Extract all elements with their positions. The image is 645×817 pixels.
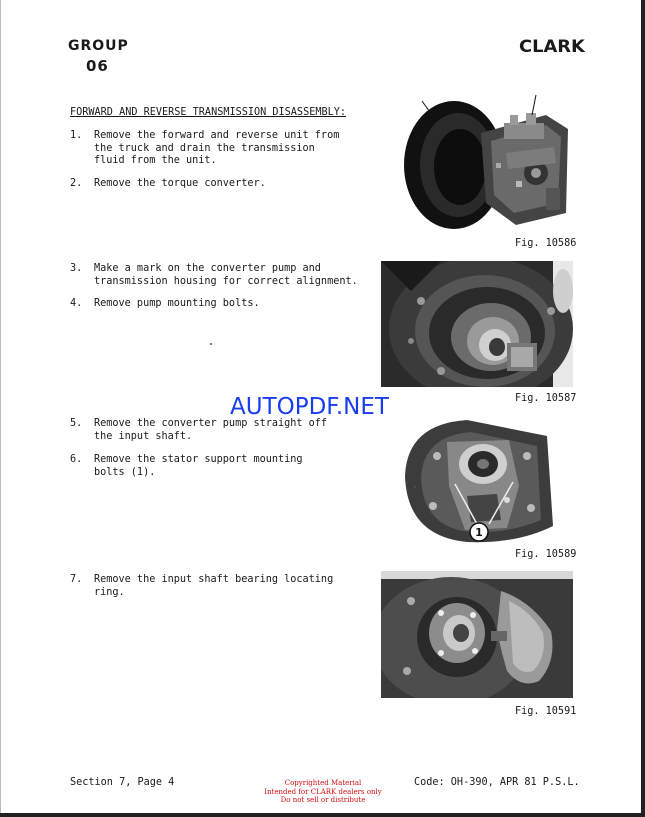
step-text-line: fluid from the unit. [94, 155, 217, 166]
step-number: 4. [70, 298, 83, 309]
step-text-line: bolts (1). [94, 466, 156, 478]
step-text-line: Remove the stator support mounting [94, 454, 303, 465]
figure-caption: Fig. 10586 [515, 238, 577, 249]
section-title: FORWARD AND REVERSE TRANSMISSION DISASSEMBLY: [70, 107, 347, 118]
scan-speck [210, 343, 212, 345]
step-text-line: Remove the torque converter. [94, 178, 266, 189]
step-number: 7. [70, 574, 83, 585]
step-number: 2. [70, 178, 83, 189]
step-text-line: Make a mark on the converter pump and [94, 263, 321, 274]
figure-caption: Fig. 10591 [515, 706, 577, 717]
step-text-line: Remove pump mounting bolts. [94, 298, 260, 309]
page-edge-bottom [0, 813, 645, 817]
figure-caption: Fig. 10589 [515, 549, 577, 560]
photo-input-shaft [381, 571, 573, 698]
step-number: 1. [70, 130, 83, 141]
step-text-line: transmission housing for correct alignment. [94, 275, 358, 287]
watermark: AUTOPDF.NET [230, 394, 389, 420]
photo-transmission-unit [396, 93, 586, 233]
footer-section-page: Section 7, Page 4 [70, 777, 175, 788]
step-text-line: the truck and drain the transmission [94, 142, 315, 154]
page-edge-right [641, 0, 645, 817]
photo-converter-pump [381, 261, 573, 387]
group-label: GROUP [68, 38, 129, 54]
scan-speck [414, 486, 416, 488]
step-text-line: Remove the forward and reverse unit from [94, 130, 340, 141]
step-text-line: Remove the input shaft bearing locating [94, 574, 334, 585]
copyright-notice [260, 779, 386, 805]
group-number: 06 [86, 57, 109, 75]
step-text-line: Remove the converter pump straight off [94, 418, 328, 429]
step-text-line: the input shaft. [94, 430, 193, 442]
photo-stator-support [397, 416, 555, 546]
callout-label: 1 [475, 526, 483, 539]
step-text-line: ring. [94, 586, 125, 598]
brand-logo: CLARK [519, 37, 585, 57]
footer-code: Code: OH-390, APR 81 P.S.L. [414, 777, 580, 788]
copyright-line: Copyrighted Material [284, 779, 362, 787]
step-number: 5. [70, 418, 83, 429]
figure-caption: Fig. 10587 [515, 393, 577, 404]
step-number: 6. [70, 454, 83, 465]
copyright-line: Intended for CLARK dealers only [264, 787, 382, 796]
page-edge-left [0, 0, 1, 817]
step-number: 3. [70, 263, 83, 274]
copyright-line: Do not sell or distribute [280, 796, 366, 804]
